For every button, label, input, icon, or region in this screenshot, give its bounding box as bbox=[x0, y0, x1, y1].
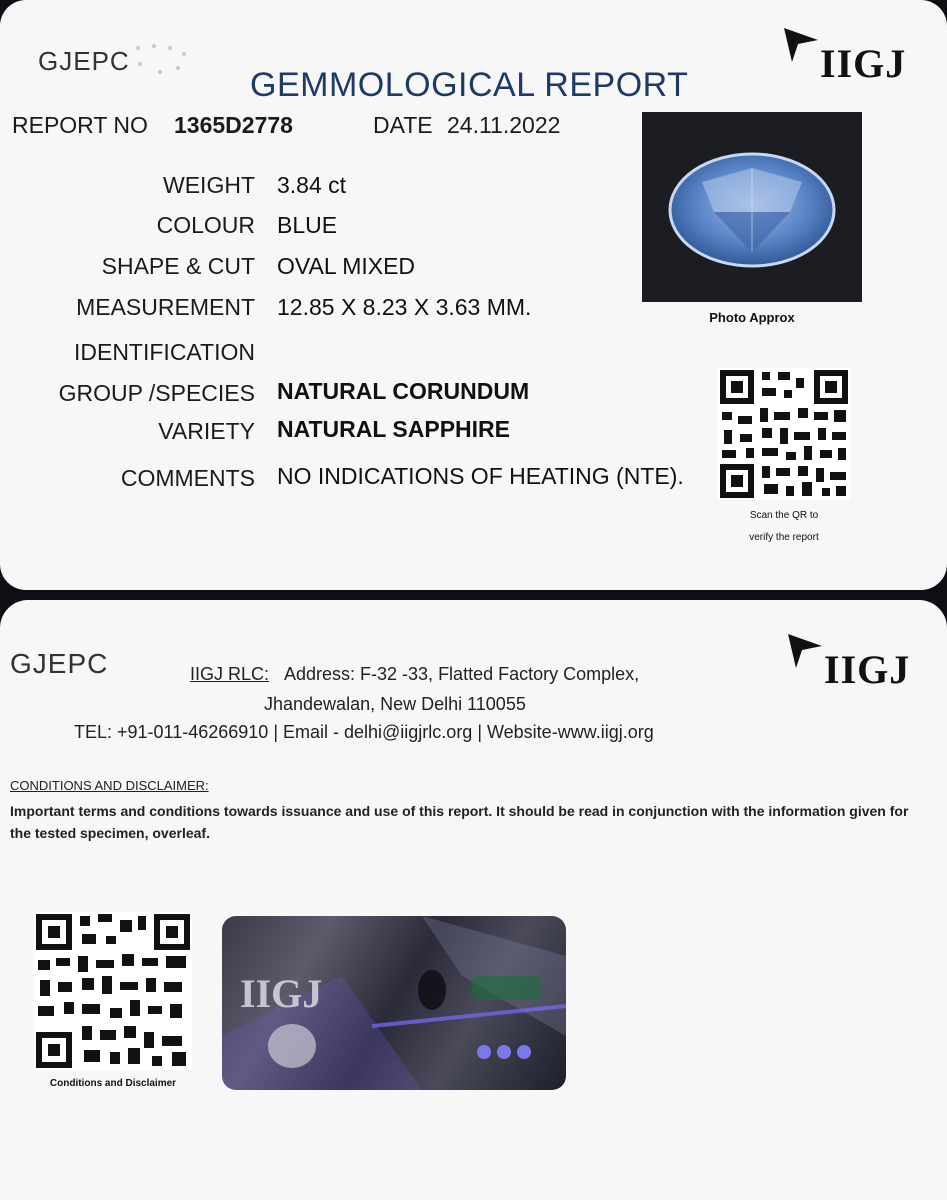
field-value-group-species: NATURAL CORUNDUM bbox=[277, 378, 530, 404]
sapphire-gem-icon bbox=[642, 112, 862, 302]
gjepc-logo-back: GJEPC bbox=[10, 648, 109, 679]
address-line2: Jhandewalan, New Delhi 110055 bbox=[264, 694, 526, 714]
conditions-qr-caption: Conditions and Disclaimer bbox=[49, 1078, 177, 1089]
logo-dots-icon bbox=[128, 40, 198, 80]
hologram-text: IIGJ bbox=[240, 971, 323, 1016]
field-value-colour: BLUE bbox=[277, 212, 338, 238]
iigj-logo-back: IIGJ bbox=[824, 647, 911, 692]
iigj-logo: IIGJ bbox=[820, 41, 907, 86]
security-hologram bbox=[222, 916, 566, 1090]
report-no-label: REPORT NO bbox=[12, 112, 148, 138]
report-back-card bbox=[0, 600, 947, 1200]
field-label-group-species: GROUP /SPECIES bbox=[58, 380, 255, 406]
field-value-comments: NO INDICATIONS OF HEATING (NTE). bbox=[277, 463, 684, 489]
report-no-value: 1365D2778 bbox=[174, 112, 293, 138]
field-value-shape-cut: OVAL MIXED bbox=[277, 253, 416, 279]
field-value-measurement: 12.85 X 8.23 X 3.63 MM. bbox=[277, 294, 532, 320]
qr-code-icon bbox=[718, 368, 850, 500]
iigj-arrow-icon-back bbox=[786, 632, 826, 672]
field-label-variety: VARIETY bbox=[158, 418, 255, 444]
report-front-card bbox=[0, 0, 947, 590]
verify-qr-code[interactable] bbox=[718, 368, 850, 500]
qr-caption-line1: Scan the QR to bbox=[749, 510, 819, 521]
qr-code-icon-back bbox=[34, 912, 192, 1070]
field-label-colour: COLOUR bbox=[156, 212, 255, 238]
field-label-comments: COMMENTS bbox=[120, 465, 255, 491]
conditions-text: Important terms and conditions towards issuance and use of this report. It should be read in conjunction with the information given for the tested specimen, overleaf. bbox=[10, 803, 909, 841]
gjepc-logo: GJEPC bbox=[38, 46, 130, 76]
date-label: DATE bbox=[373, 112, 433, 138]
qr-caption-line2: verify the report bbox=[749, 532, 819, 543]
field-label-identification: IDENTIFICATION bbox=[73, 339, 255, 365]
gem-photo bbox=[642, 112, 862, 302]
report-title: GEMMOLOGICAL REPORT bbox=[250, 66, 689, 104]
iigj-arrow-icon bbox=[782, 26, 822, 66]
field-label-shape-cut: SHAPE & CUT bbox=[101, 253, 255, 279]
conditions-qr-code[interactable] bbox=[34, 912, 192, 1070]
date-value: 24.11.2022 bbox=[447, 112, 561, 138]
field-label-measurement: MEASUREMENT bbox=[76, 294, 255, 320]
field-value-variety: NATURAL SAPPHIRE bbox=[277, 416, 510, 442]
photo-caption: Photo Approx bbox=[709, 310, 795, 325]
contact-line: TEL: +91-011-46266910 | Email - delhi@iigjrlc.org | Website-www.iigj.org bbox=[74, 722, 654, 742]
conditions-title: CONDITIONS AND DISCLAIMER: bbox=[10, 778, 209, 793]
field-value-weight: 3.84 ct bbox=[277, 172, 347, 198]
address-prefix: IIGJ RLC: bbox=[190, 664, 270, 684]
address-line1: Address: F-32 -33, Flatted Factory Complex, bbox=[284, 664, 640, 684]
field-label-weight: WEIGHT bbox=[163, 172, 255, 198]
